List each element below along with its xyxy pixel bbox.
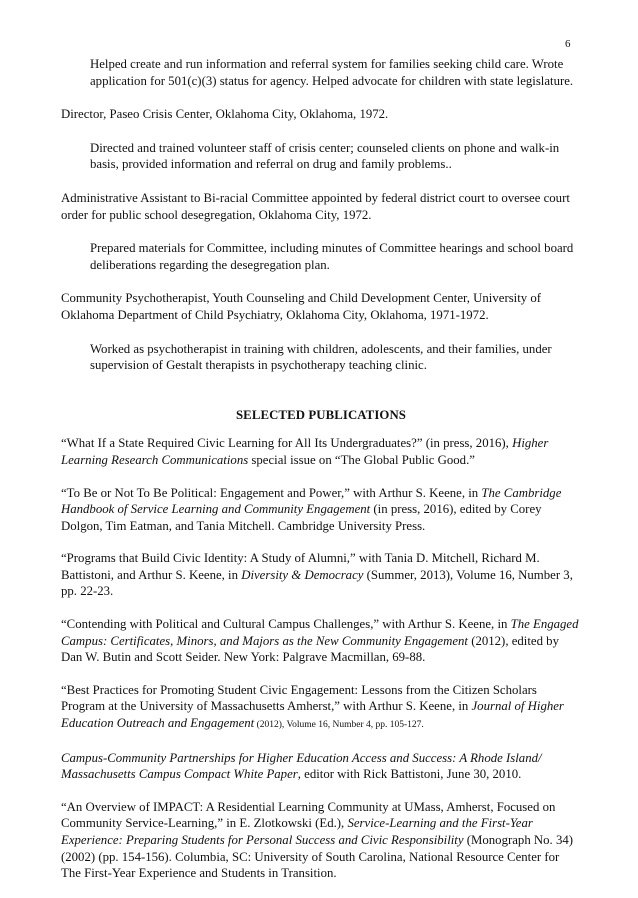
pub-text: “An Overview of IMPACT: A Residential Learning Community at UMass, Amherst, Focused on Community Service-Learning,” in E. Zlotkowski (Ed.), bbox=[61, 799, 556, 831]
publication-entry bbox=[61, 682, 581, 734]
publication-entry bbox=[61, 616, 581, 666]
publication-entry bbox=[61, 750, 581, 783]
pub-text: special issue on “The Global Public Good.” bbox=[248, 452, 475, 467]
pub-text: “What If a State Required Civic Learning for All Its Undergraduates?” (in press, 2016), bbox=[61, 436, 513, 451]
publication-entry bbox=[61, 435, 581, 468]
experience-title: Administrative Assistant to Bi-racial Committee appointed by federal district court to oversee court order for public school desegregation, Oklahoma City, 1972. bbox=[61, 190, 570, 222]
publication-entry bbox=[61, 550, 581, 600]
pub-text: “To Be or Not To Be Political: Engagement and Power,” with Arthur S. Keene, in bbox=[61, 485, 482, 500]
pub-text: “Contending with Political and Cultural Campus Challenges,” with Arthur S. Keene, in bbox=[61, 617, 511, 632]
pub-text: “Programs that Build Civic Identity: A Study of Alumni,” with Tania D. Mitchell, Richard M. Battistoni, and Arthur S. Keene, in bbox=[61, 551, 540, 582]
pub-book-title: The Cambridge Handbook of Service Learning and Community Engagement bbox=[61, 485, 562, 517]
pub-text: “Best Practices for Promoting Student Civic Engagement: Lessons from the Citizen Scholars Program at the University of Massachusetts Amherst,” with Arthur S. Keene, in bbox=[61, 682, 537, 714]
pub-text: (Summer, 2013), Volume 16, Number 3, pp. 22-23. bbox=[61, 567, 573, 599]
pub-journal-title: Diversity & Democracy bbox=[241, 567, 364, 582]
experience-title: Community Psychotherapist, Youth Counseling and Child Development Center, University of Oklahoma Department of Child Psychiatry, Oklahoma City, Oklahoma, 1971-1972. bbox=[61, 291, 542, 322]
pub-text: , editor with Rick Battistoni, June 30, 2010. bbox=[297, 767, 522, 782]
pub-text: (2012), edited by Dan W. Butin and Scott Seider. New York: Palgrave Macmillan, 69-88. bbox=[61, 633, 559, 665]
pub-text: (in press, 2016), edited by Corey Dolgon, Tim Eatman, and Tania Mitchell. Cambridge University Press. bbox=[61, 502, 542, 533]
experience-description: Worked as psychotherapist in training with children, adolescents, and their families, under supervision of Gestalt therapists in psychotherapy teaching clinic. bbox=[90, 341, 552, 373]
pub-white-paper-title: Campus-Community Partnerships for Higher Education Access and Success: A Rhode Island/ Massachusetts Campus Compact White Paper bbox=[61, 750, 542, 782]
pub-journal-title: Higher Learning Research Communications bbox=[61, 436, 549, 467]
experience-description: Directed and trained volunteer staff of crisis center; counseled clients on phone and walk-in basis, provided information and referral on drug and family problems.. bbox=[90, 140, 560, 172]
pub-journal-title: Journal of Higher Education Outreach and Engagement bbox=[61, 699, 564, 731]
section-heading-publications: SELECTED PUBLICATIONS bbox=[235, 407, 407, 422]
pub-book-title: The Engaged Campus: Certificates, Minors, and Majors as the New Community Engagement bbox=[61, 617, 579, 648]
experience-title: Director, Paseo Crisis Center, Oklahoma City, Oklahoma, 1972. bbox=[61, 107, 389, 122]
pub-book-title: Service-Learning and the First-Year Experience: Preparing Students for Personal Success and Civic Responsibility bbox=[61, 816, 533, 847]
experience-description: Helped create and run information and referral system for families seeking child care. Wrote application for 501(c)(3) status for agency. Helped advocate for children with state legislature. bbox=[90, 57, 574, 88]
document-body bbox=[61, 56, 581, 898]
publication-entry bbox=[61, 799, 581, 882]
page-number: 6 bbox=[565, 38, 571, 50]
pub-citation-detail: (2012), Volume 16, Number 4, pp. 105-127. bbox=[254, 720, 424, 731]
pub-text: (Monograph No. 34) (2002) (pp. 154-156). Columbia, SC: University of South Carolina, National Resource Center for The First-Year Experience and Students in Transition. bbox=[61, 833, 574, 881]
publication-entry bbox=[61, 485, 581, 535]
experience-description: Prepared materials for Committee, including minutes of Committee hearings and school board deliberations regarding the desegregation plan. bbox=[90, 241, 574, 272]
